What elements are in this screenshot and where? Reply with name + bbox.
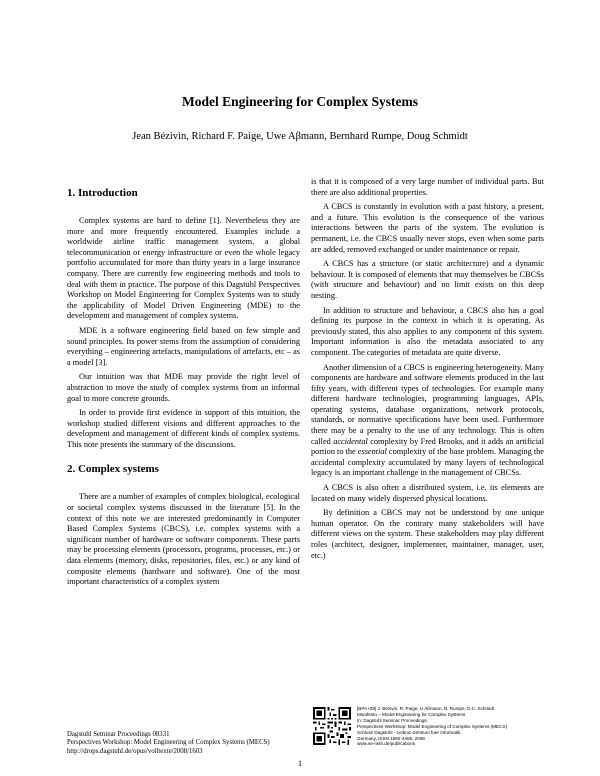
paragraph: A CBCS has a structure (or static architecture) and a dynamic behaviour. It is composed of elements that may themselves be CBCSs (with structure and behaviour) and no limit exists on this deep nesting. (311, 259, 544, 300)
citation-line: In: Dagstuhl Seminar Proceedings. (357, 717, 428, 723)
emphasis-essential: essential (357, 447, 387, 457)
paragraph: A CBCS is constantly in evolution with a past history, a present, and a future. This evolution is the consequence of the various interactions between the parts of the system. The evolution is permanent, i.e. the CBCS usually never stops, even when some parts are added, removed exchanged or under maintenance or repair. (311, 202, 544, 254)
paragraph: Complex systems are hard to define [1]. Nevertheless they are more and more frequently encountered. Examples include a worldwide airline traffic management system, a global telecommunication or energy infrastructure or even the whole legacy portfolio accumulated for more than thirty years in a large insurance company. There are currently few engineering methods and tools to deal with them in practice. The purpose of this Dagstuhl Perspectives Workshop on Model Engineering for Complex Systems was to study the applicability of Model Driven Engineering (MDE) to the development and management of complex systems. (67, 216, 300, 321)
paragraph: Our intuition was that MDE may provide the right level of abstraction to move the study of complex systems from an informal goal to more concrete grounds. (67, 372, 300, 403)
text-run: complexity of the base problem. Managing the accidental complexity accumulated by many layers of technological legacy is an important challenge in the management of CBCSs. (311, 447, 544, 478)
author-list: Jean Bézivin, Richard F. Paige, Uwe Aβmann, Bernhard Rumpe, Doug Schmidt (132, 131, 468, 142)
citation-block (357, 706, 507, 747)
citation-line: Perspectives Workshop: Model Engineering of Complex Systems (MECS) (357, 723, 508, 729)
paper-title: Model Engineering for Complex Systems (182, 94, 418, 109)
paragraph: A CBCS is also often a distributed system, i.e. its elements are located on many widely dispersed physical locations. (311, 483, 544, 503)
citation-link[interactable]: www.se-rwth.de/publications (357, 741, 415, 747)
paragraph: There are a number of examples of complex biological, ecological or societal complex systems discussed in the literature [5]. In the context of this note we are interested predominantly in Computer Based Complex Systems (CBCS), i.e. complex systems with a significant number of hardware or software components. These parts may be processing elements (processors, programs, processes, etc.) or data elements (memory, disks, repositories, files, etc.) or any kind of composite elements (hardware and software). One of the most important characteristics of a complex system (67, 492, 300, 587)
paragraph: In order to provide first evidence in support of this intuition, the workshop studied different visions and different approaches to the development and management of different kinds of complex systems. This note presents the summary of the discussions. (67, 408, 300, 449)
section-heading-complex-systems: 2. Complex systems (67, 463, 159, 476)
emphasis-accidental: accidental (333, 436, 368, 446)
citation-line: Manifesto – Model Engineering for Complex Systems (357, 711, 466, 717)
paragraph-heterogeneity (311, 363, 544, 480)
footer-link[interactable]: http://drops.dagstuhl.de/opus/volltexte/2008/1603 (67, 747, 203, 755)
text-run: Another dimension of a CBCS is engineering heterogeneity. Many components are hardware and software elements produced in the last fifty years, with different types of technologies. For example many different hardware technologies, programming languages, APIs, operating systems, database organizations, network protocols, standards, or normative specifications have been used. Furthermore there may be a penalty to the use of any technology. This is often called (311, 362, 544, 446)
citation-line: Germany, ISSN 1862-4405, 2008 (357, 735, 425, 741)
page-number: 1 (297, 758, 303, 768)
citation-line: [BPA+08] J. Bezivin, R. Paige, U Aßmann, B. Rumpe, D.C. Schmidt (357, 706, 495, 711)
section-heading-introduction: 1. Introduction (67, 187, 138, 199)
left-column (67, 187, 300, 592)
paragraph: In addition to structure and behaviour, a CBCS also has a goal defining its purpose in the context in which it is operating. As previously stated, this also applies to any component of this system. Important information is also the metadata associated to any component. The categories of metadata are quite diverse. (311, 305, 544, 357)
right-column (311, 177, 544, 565)
footer-line: Dagstuhl Seminar Proceedings 08331 (67, 731, 170, 738)
qr-code-icon (313, 707, 351, 745)
proceedings-footer (67, 731, 270, 756)
paragraph: is that it is composed of a very large number of individual parts. But there are also additional properties. (311, 177, 544, 197)
text-run: complexity by Fred Brooks, and it adds an artificial portion to the (311, 436, 545, 457)
citation-line: Schloss Dagstuhl - Leibniz-Zentrum fuer Informatik, (357, 729, 462, 735)
paragraph: MDE is a software engineering field based on few simple and sound principles. Its power stems from the assumption of considering everything – engineering artefacts, manipulations of artefacts, etc – as a model [3]. (67, 325, 300, 367)
footer-line: Perspectives Workshop: Model Engineering of Complex Systems (MECS) (67, 739, 270, 747)
paragraph: By definition a CBCS may not be understood by one unique human operator. On the contrary many stakeholders will have different views on the system. These stakeholders may play different roles (architect, designer, implementer, maintainer, manager, user, etc.) (311, 508, 544, 560)
